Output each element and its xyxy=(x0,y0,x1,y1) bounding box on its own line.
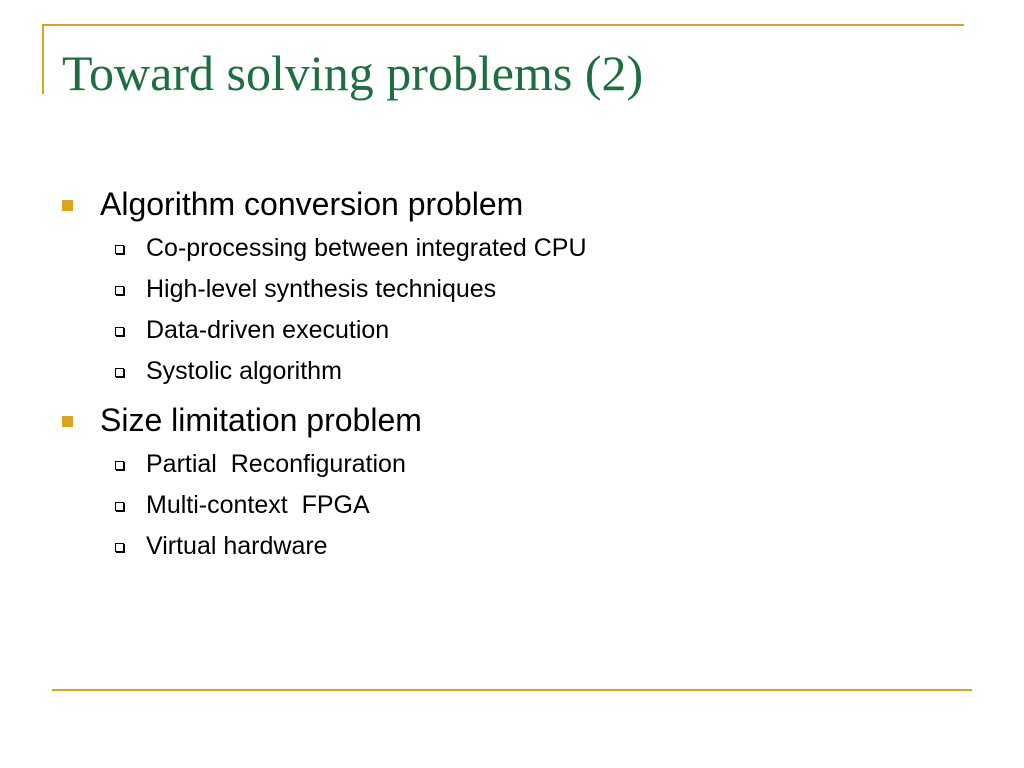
subbullet-label: Partial Reconfiguration xyxy=(146,450,406,478)
subbullet-label: High-level synthesis techniques xyxy=(146,275,497,303)
top-rule xyxy=(44,24,964,26)
subbullet-label: Systolic algorithm xyxy=(146,357,342,385)
subbullet-multi-context-fpga xyxy=(62,485,962,526)
hollow-square-bullet-icon xyxy=(115,286,124,295)
subbullet-label: Co-processing between integrated CPU xyxy=(146,234,587,262)
hollow-square-bullet-icon xyxy=(115,245,124,254)
square-bullet-icon xyxy=(62,200,73,211)
subbullet-data-driven xyxy=(62,310,962,351)
algorithm-subitems xyxy=(62,228,962,392)
subbullet-co-processing xyxy=(62,228,962,269)
slide-body xyxy=(62,180,962,571)
bullet-size-limitation xyxy=(62,396,962,444)
slide-title: Toward solving problems (2) xyxy=(62,45,644,101)
size-subitems xyxy=(62,444,962,567)
hollow-square-bullet-icon xyxy=(115,502,124,511)
subbullet-label: Multi-context FPGA xyxy=(146,491,370,519)
subbullet-virtual-hardware xyxy=(62,526,962,567)
left-rule xyxy=(42,24,44,94)
square-bullet-icon xyxy=(62,416,73,427)
hollow-square-bullet-icon xyxy=(115,543,124,552)
subbullet-label: Virtual hardware xyxy=(146,532,328,560)
hollow-square-bullet-icon xyxy=(115,368,124,377)
bullet-label: Algorithm conversion problem xyxy=(100,186,524,222)
subbullet-systolic xyxy=(62,351,962,392)
subbullet-partial-reconfiguration xyxy=(62,444,962,485)
hollow-square-bullet-icon xyxy=(115,461,124,470)
bullet-label: Size limitation problem xyxy=(100,402,422,438)
bullet-algorithm-conversion xyxy=(62,180,962,228)
bottom-rule xyxy=(52,689,972,691)
subbullet-high-level-synthesis xyxy=(62,269,962,310)
subbullet-label: Data-driven execution xyxy=(146,316,390,344)
hollow-square-bullet-icon xyxy=(115,327,124,336)
